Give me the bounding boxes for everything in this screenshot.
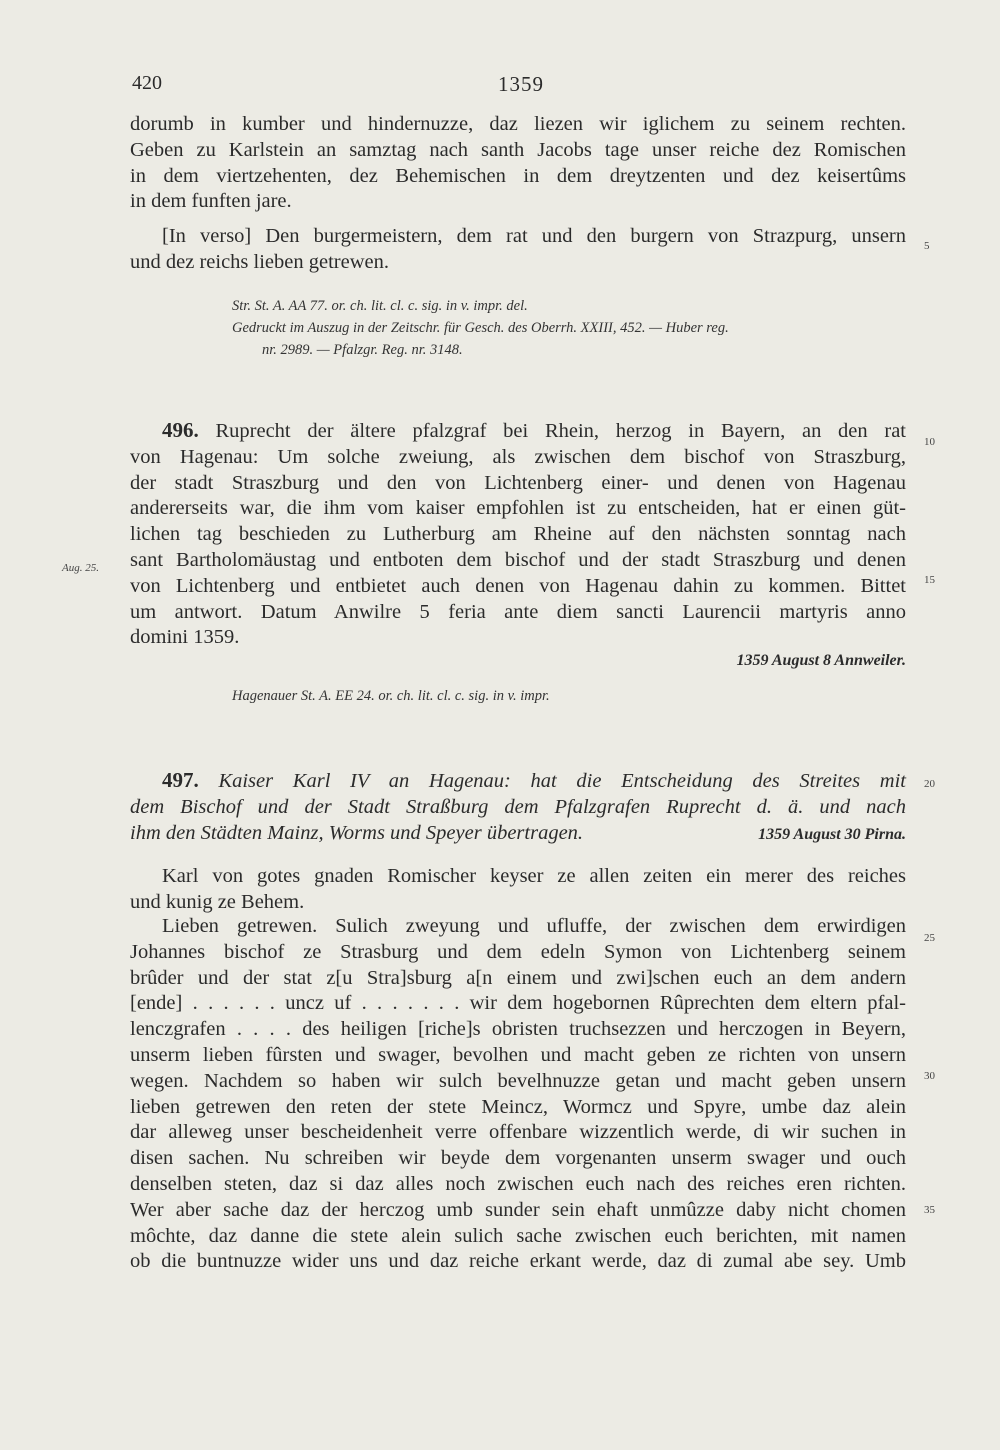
date-place-line: 1359 August 8 Annweiler. <box>736 652 906 669</box>
source-note: Str. St. A. AA 77. or. ch. lit. cl. c. sig. in v. impr. del. <box>232 298 528 314</box>
text-line: denselben steten, daz si daz alles noch zwischen euch nach des reiches eren richten. <box>130 1172 906 1195</box>
text-fragment: Kaiser Karl IV an Hagenau: hat die Entscheidung des Streites mit <box>218 770 907 792</box>
text-line <box>130 418 906 445</box>
text-line: in dem funften jare. <box>130 190 292 213</box>
line-number: 20 <box>924 778 935 790</box>
text-line: disen sachen. Nu schreiben wir beyde dem vorgenanten unserm swager und ouch <box>130 1147 906 1170</box>
text-line: um antwort. Datum Anwilre 5 feria ante diem sancti Laurencii martyris anno <box>130 600 906 623</box>
text-line: lieben getrewen den reten der stete Meincz, Wormcz und Spyre, umbe daz alein <box>130 1095 906 1118</box>
text-line: und dez reichs lieben getrewen. <box>130 250 389 273</box>
text-line: dorumb in kumber und hindernuzze, daz liezen wir iglichem zu seinem rechten. <box>130 113 906 135</box>
text-fragment: Ruprecht der ältere pfalzgraf bei Rhein, herzog in Bayern, an den rat <box>215 420 907 442</box>
text-line: [In verso] Den burgermeistern, dem rat und den burgern von Strazpurg, unsern <box>162 225 906 247</box>
text-line: domini 1359. <box>130 626 240 649</box>
document-number: 497. <box>162 768 199 792</box>
line-number: 5 <box>924 240 930 252</box>
text-line: unserm lieben fûrsten und swager, bevolhen und macht geben ze richten von unsern <box>130 1043 906 1066</box>
text-line: von Hagenau: Um solche zweiung, als zwischen dem bischof von Straszburg, <box>130 445 906 468</box>
text-line: [ende] . . . . . . uncz uf . . . . . . . wir dem hogebornen Rûprechten dem eltern pfal- <box>130 992 906 1015</box>
date-place-line: 1359 August 30 Pirna. <box>758 826 906 843</box>
verso-address <box>130 224 906 276</box>
text-line: Geben zu Karlstein an samztag nach santh Jacobs tage unser reiche dez Romischen <box>130 138 906 161</box>
text-line: Wer aber sache daz der herczog umb sunder sein ehaft unmûzze daby nicht chomen <box>130 1198 906 1221</box>
document-496 <box>130 418 906 651</box>
running-year-title: 1359 <box>498 72 544 96</box>
text-line <box>130 768 906 795</box>
text-line: in dem viertzehenten, dez Behemischen in dem dreytzenten und dez keisertûms <box>130 164 906 187</box>
text-line: und kunig ze Behem. <box>130 890 305 913</box>
continuation-text <box>130 112 906 215</box>
line-number: 30 <box>924 1070 935 1082</box>
text-line: andererseits war, die ihm vom kaiser empfohlen ist zu entscheiden, hat er einen güt- <box>130 497 906 520</box>
source-note: nr. 2989. — Pfalzgr. Reg. nr. 3148. <box>262 342 463 358</box>
document-497-intro <box>130 864 906 916</box>
line-number: 25 <box>924 932 935 944</box>
text-line: lenczgrafen . . . . des heiligen [riche]s obristen truchsezzen und herczogen in Beyern, <box>130 1018 906 1041</box>
text-line: môchte, daz danne die stete alein sulich sache zwischen euch berichten, mit namen <box>130 1224 906 1247</box>
text-line: dar alleweg unser bescheidenheit verre offenbare wizzentlich werde, di wir suchen in <box>130 1121 906 1144</box>
text-line: Johannes bischof ze Strasburg und dem edeln Symon von Lichtenberg seinem <box>130 940 906 963</box>
text-line: Lieben getrewen. Sulich zweyung und ufluffe, der zwischen dem erwirdigen <box>162 915 906 937</box>
text-line: der stadt Straszburg und den von Lichtenberg einer- und denen von Hagenau <box>130 471 906 494</box>
document-number: 496. <box>162 418 199 442</box>
text-line: von Lichtenberg und entbietet auch denen von Hagenau dahin zu kommen. Bittet <box>130 574 906 597</box>
line-number: 35 <box>924 1204 935 1216</box>
text-line: dem Bischof und der Stadt Straßburg dem Pfalzgrafen Ruprecht d. ä. und nach <box>130 795 906 818</box>
line-number: 10 <box>924 436 935 448</box>
text-line: brûder und der stat z[u Stra]sburg a[n einem und zwi]schen euch an dem andern <box>130 966 906 989</box>
source-note: Gedruckt im Auszug in der Zeitschr. für Gesch. des Oberrh. XXIII, 452. — Huber reg. <box>232 320 729 336</box>
text-line: Karl von gotes gnaden Romischer keyser ze allen zeiten ein merer des reiches <box>162 865 906 887</box>
text-line: ob die buntnuzze wider uns und daz reiche erkant werde, daz di zumal abe sey. Umb <box>130 1250 906 1273</box>
text-line: lichen tag beschieden zu Lutherburg am Rheine auf den nächsten sonntag nach <box>130 523 906 546</box>
page-number: 420 <box>132 72 162 94</box>
text-line: ihm den Städten Mainz, Worms und Speyer übertragen. <box>130 821 584 844</box>
margin-date: Aug. 25. <box>62 562 99 574</box>
text-line: wegen. Nachdem so haben wir sulch bevelhnuzze getan und macht geben unsern <box>130 1069 906 1092</box>
source-note: Hagenauer St. A. EE 24. or. ch. lit. cl. c. sig. in v. impr. <box>232 688 550 704</box>
line-number: 15 <box>924 574 935 586</box>
text-line: sant Bartholomäustag und entboten dem bischof und der stadt Straszburg und denen <box>130 548 906 571</box>
document-497-body <box>130 914 906 1275</box>
